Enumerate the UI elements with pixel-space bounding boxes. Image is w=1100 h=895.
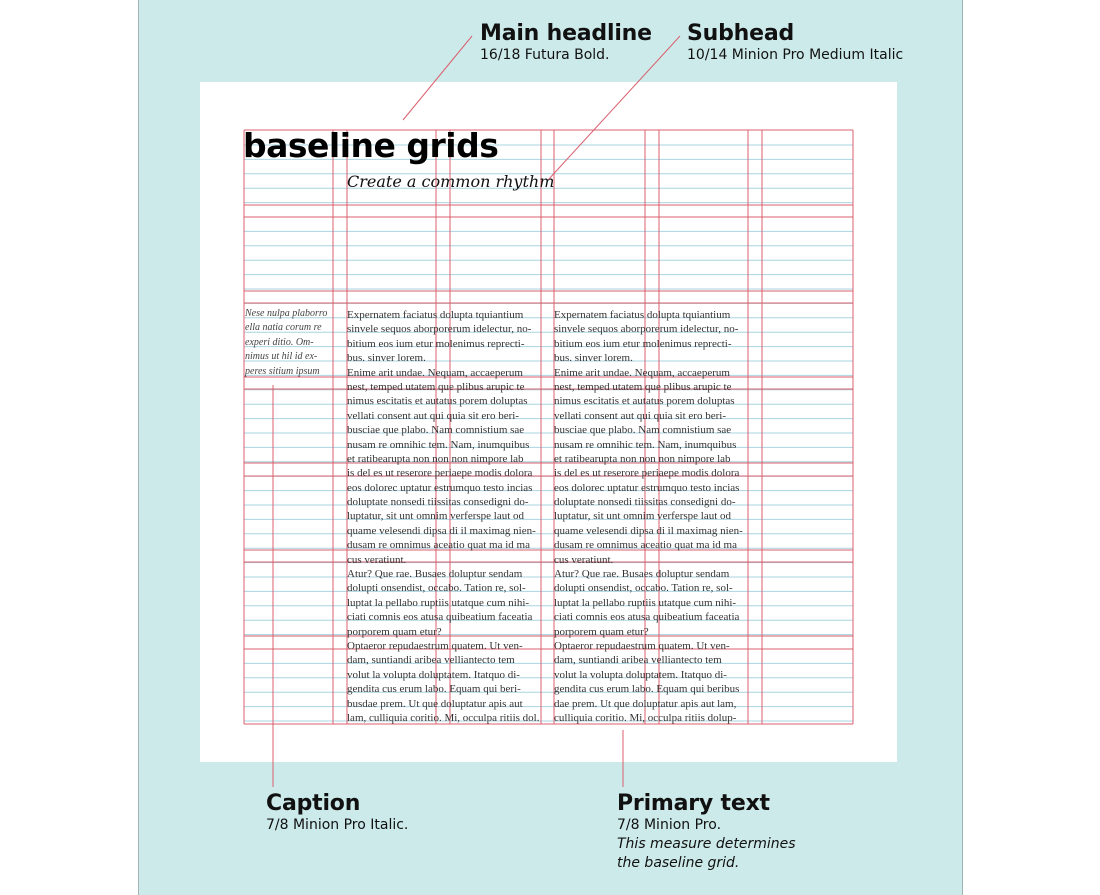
column-2-line: nusam re omnihic tem. Nam, inumquibus [554, 438, 737, 451]
column-1-line: dam, suntiandi aribea velliantecto tem [347, 654, 515, 667]
column-2-line: vellati consent aut qui quia sit ero beri- [554, 409, 726, 422]
column-1-line: luptatur, sit unt omnim verferspe laut od [347, 510, 525, 523]
column-2-line: dolupti onsendist, occabo. Tation re, sol- [554, 582, 733, 595]
sample-caption [245, 307, 327, 379]
column-2-line: nimus escitatis et autatus porem doluptas [554, 395, 735, 408]
sample-headline: baseline grids [243, 126, 499, 165]
column-2-line: culliquia coritio. Mi, occulpa ritiis dolup- [554, 711, 737, 724]
caption-line: ella natia corum re [245, 322, 322, 334]
column-1-line: Optaeror repudaestrum quatem. Ut ven- [347, 639, 523, 652]
column-1-line: dusam re omnimus aceatio quat ma id ma [347, 539, 530, 552]
column-1-line: busciae que plabo. Nam comnistium sae [347, 424, 525, 437]
caption-line: nimus ut hil id ex- [245, 351, 318, 363]
column-2-line: gendita cus erum labo. Equam qui beribus [554, 683, 740, 696]
caption-line: experi ditio. Om- [245, 336, 314, 348]
column-2-line: busciae que plabo. Nam comnistium sae [554, 424, 732, 437]
column-1-line: nimus escitatis et autatus porem doluptas [347, 395, 528, 408]
column-1-line: vellati consent aut qui quia sit ero beri- [347, 409, 519, 422]
caption-line: Nese nulpa plaborro [245, 308, 328, 319]
column-1-line: luptat la pellabo ruptiis utatque cum nihi- [347, 596, 530, 609]
column-2-line: is del es ut reserore periaepe modis dolora [554, 467, 740, 480]
text-column-2 [554, 308, 743, 725]
column-1-line: et ratibearupta non non non nimpore lab [347, 452, 524, 465]
primary-text-spec: 7/8 Minion Pro. [617, 817, 722, 833]
column-2-line: cus veratiunt. [554, 553, 614, 566]
column-1-line: porporem quam etur? [347, 625, 442, 638]
column-1-line: cus veratiunt. [347, 553, 407, 566]
column-1-line: quame velesendi dipsa di il maximag nien- [347, 524, 536, 537]
column-1-line: volut la volupta doluptatem. Itatquo di- [347, 668, 520, 681]
caption-label: Caption [266, 791, 361, 816]
column-2-line: eos dolorec uptatur estrumquo testo incias [554, 481, 740, 494]
column-2-line: ciati comnis eos atusa quibeatium faceatia [554, 611, 740, 624]
column-1-line: bitium eos ium etur molenimus reprecti- [347, 337, 525, 350]
column-2-line: bus. sinver lorem. [554, 352, 633, 365]
sample-subhead: Create a common rhythm [347, 172, 555, 191]
main-headline-spec: 16/18 Futura Bold. [480, 47, 610, 63]
column-1-line: is del es ut reserore periaepe modis dolora [347, 467, 533, 480]
column-2-line: Atur? Que rae. Busaes doluptur sendam [554, 568, 730, 581]
column-2-line: nest, temped utatem que plibus arupic te [554, 380, 732, 393]
caption-spec: 7/8 Minion Pro Italic. [266, 817, 409, 833]
column-2-line: Enime arit undae. Nequam, accaeperum [554, 366, 730, 379]
column-2-line: et ratibearupta non non non nimpore lab [554, 452, 731, 465]
column-1-line: sinvele sequos aborporerum idelectur, no- [347, 323, 532, 336]
column-1-line: Enime arit undae. Nequam, accaeperum [347, 366, 523, 379]
column-1-line: eos dolorec uptatur estrumquo testo incias [347, 481, 533, 494]
column-2-line: luptat la pellabo ruptiis utatque cum nihi- [554, 596, 737, 609]
primary-text-note-line2: the baseline grid. [617, 855, 740, 871]
column-2-line: volut la volupta doluptatem. Itatquo di- [554, 668, 727, 681]
primary-text-label: Primary text [617, 791, 770, 816]
column-2-line: Expernatem faciatus dolupta tquiantium [554, 309, 731, 321]
column-2-line: dam, suntiandi aribea velliantecto tem [554, 654, 722, 667]
column-1-line: Atur? Que rae. Busaes doluptur sendam [347, 568, 523, 581]
column-1-line: gendita cus erum labo. Equam qui beri- [347, 683, 521, 696]
subhead-label: Subhead [687, 21, 795, 46]
column-1-line: lam, culliquia coritio. Mi, occulpa ritiis dol. [347, 711, 540, 724]
column-2-line: porporem quam etur? [554, 625, 649, 638]
column-1-line: Expernatem faciatus dolupta tquiantium [347, 309, 524, 321]
column-2-line: luptatur, sit unt omnim verferspe laut od [554, 510, 732, 523]
text-column-1 [347, 308, 539, 725]
column-2-line: quame velesendi dipsa di il maximag nien- [554, 524, 743, 537]
main-headline-leader [403, 36, 472, 120]
column-1-line: nest, temped utatem que plibus arupic te [347, 380, 525, 393]
main-headline-label: Main headline [480, 21, 652, 46]
column-1-line: busdae prem. Ut que doluptatur apis aut [347, 697, 523, 710]
column-1-line: doluptate nonsedi tiissitas consedigni do- [347, 496, 529, 509]
column-2-line: dae prem. Ut que doluptatur apis aut lam, [554, 697, 737, 710]
primary-text-note-line1: This measure determines [617, 836, 796, 852]
column-2-line: sinvele sequos aborporerum idelectur, no- [554, 323, 739, 336]
column-2-line: Optaeror repudaestrum quatem. Ut ven- [554, 639, 730, 652]
column-1-line: dolupti onsendist, occabo. Tation re, sol- [347, 582, 526, 595]
column-1-line: bus. sinver lorem. [347, 352, 426, 365]
caption-line: peres sitium ipsum [245, 365, 320, 377]
subhead-spec: 10/14 Minion Pro Medium Italic [687, 47, 904, 63]
column-2-line: dusam re omnimus aceatio quat ma id ma [554, 539, 737, 552]
column-1-line: nusam re omnihic tem. Nam, inumquibus [347, 438, 530, 451]
column-2-line: doluptate nonsedi tiissitas consedigni do- [554, 496, 736, 509]
column-2-line: bitium eos ium etur molenimus reprecti- [554, 337, 732, 350]
column-1-line: ciati comnis eos atusa quibeatium faceatia [347, 611, 533, 624]
